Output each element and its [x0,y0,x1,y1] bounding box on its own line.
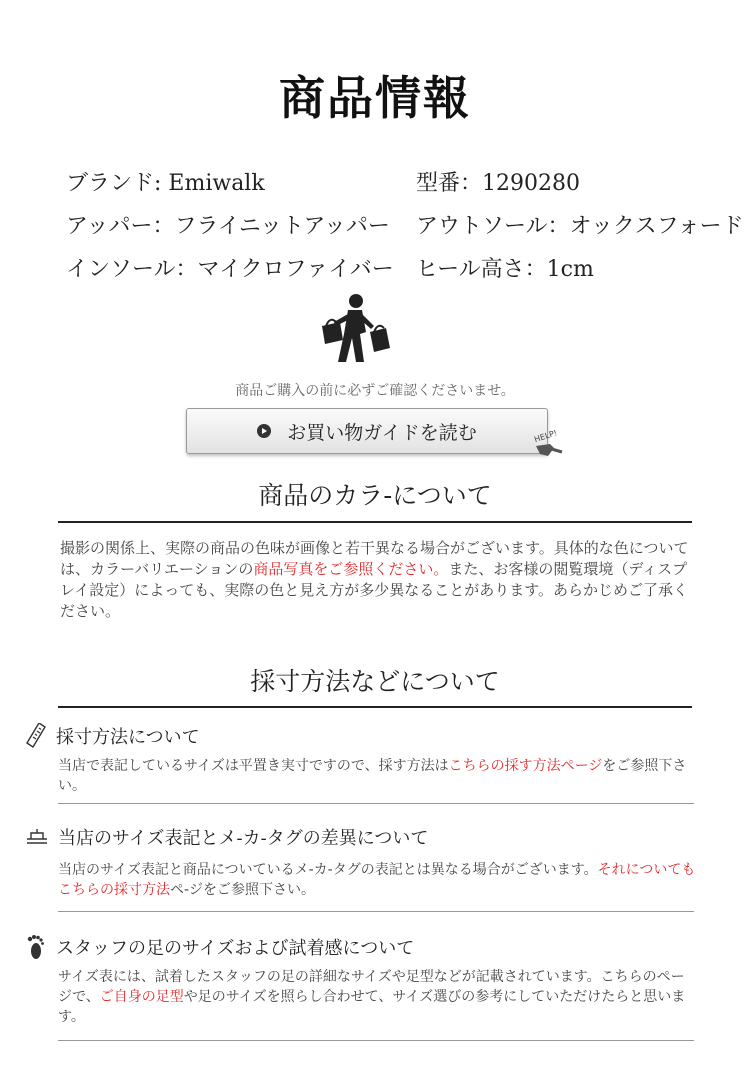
measure-method-link[interactable]: こちらの採す方法ページ [448,758,603,774]
measure-method-text: 当店で表記しているサイズは平置き実寸ですので、採す方法はこちらの採す方法ページをご参照下さい。 [58,758,687,794]
guide-note: 商品ご購入の前に必ずご確認くださいませ。 [235,383,515,399]
measure-method-title: 採寸方法について [56,727,200,748]
color-section-heading: 商品のカラ-について [258,481,492,510]
size-tag-text: 当店のサイズ表記と商品についているメ-カ-タグの表記とは異なる場合がございます。それについてもこちらの採寸方法ペ-ジをご参照下さい。 [58,862,696,898]
size-section-rule [58,706,692,708]
spec-heel: ヒール高さ：1cm [416,257,594,282]
help-text: HELP! [533,428,559,445]
shopping-guide-button[interactable] [186,408,548,454]
spec-brand: ブランド: Emiwalk [66,171,265,196]
size-tag-heading [24,824,428,850]
divider [58,911,694,912]
page-title: 商品情報 [279,71,471,125]
staff-fit-text: サイズ表には、試着したスタッフの足の詳細なサイズや足型などが記載されています。こちらのページで、ご自身の足型や足のサイズを照らし合わせて、サイズ選びの参考にしていただけたらと思います。 [58,969,686,1025]
size-tag-title: 当店のサイズ表記とメ-カ-タグの差異について [58,828,429,849]
shopping-guide-label: お買い物ガイドを読む [287,421,477,444]
measure-method-heading [24,723,200,749]
color-section-rule [58,521,692,523]
foot-shape-link[interactable]: ご自身の足型 [99,989,184,1005]
spec-insole: インソール：マイクロファイバー [66,257,394,282]
play-icon [257,424,271,438]
divider [58,803,694,804]
staff-fit-heading [24,934,414,960]
spec-upper: アッパー：フライニットアッパー [66,214,390,239]
spec-outsole: アウトソール：オックスフォード [416,214,744,239]
color-section-text: 撮影の関係上、実際の商品の色味が画像と若干異なる場合がございます。具体的な色については、カラーバリエーションの商品写真をご参照ください。また、お客様の閲覧環境（ディスプレイ設定）によっても、実際の色と見え方が多少異なることがあります。あらかじめご了承ください。 [60,539,689,620]
divider [58,1040,694,1041]
tag-icon [24,827,50,847]
shopper-icon [316,292,398,368]
ruler-icon [24,723,48,749]
size-section-heading: 採寸方法などについて [250,667,500,696]
size-tag-link[interactable]: それについてもこちらの採寸方法 [58,862,696,898]
spec-model: 型番：1290280 [416,171,580,196]
footprint-icon [24,934,48,960]
staff-fit-title: スタッフの足のサイズおよび試着感について [56,938,415,959]
help-pointer-icon [528,426,568,462]
product-photo-link[interactable]: 商品写真をご参照ください。 [253,560,449,578]
